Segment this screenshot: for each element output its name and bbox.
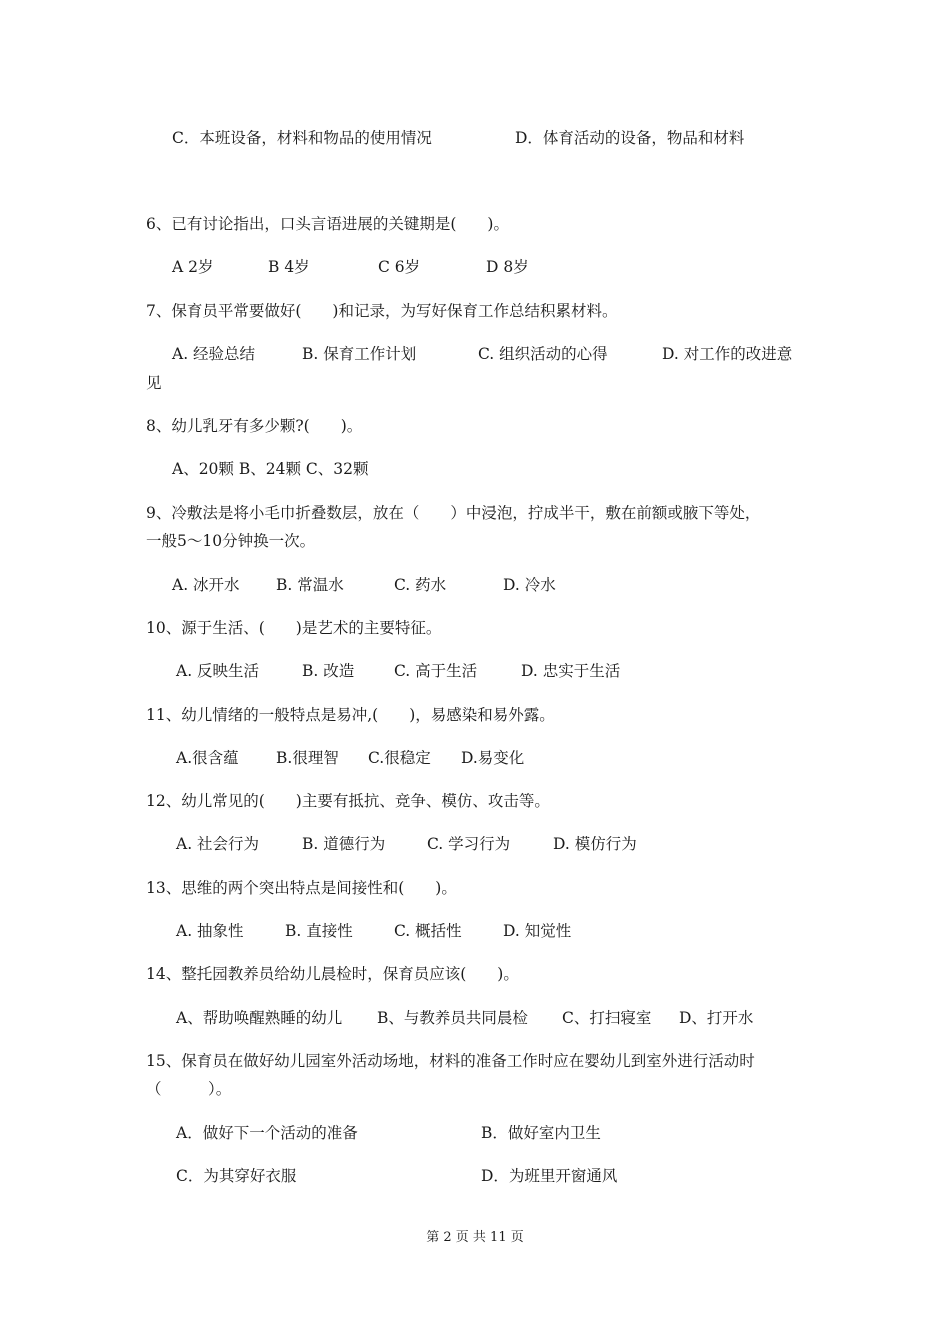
- q15-option-d: D．为班里开窗通风: [481, 1167, 618, 1185]
- q12-option-b: B. 道德行为: [302, 835, 386, 853]
- q11-option-c: C.很稳定: [368, 749, 431, 767]
- q15-option-a: A．做好下一个活动的准备: [176, 1124, 358, 1142]
- q7-option-c: C. 组织活动的心得: [478, 345, 608, 363]
- q12-option-c: C. 学习行为: [427, 835, 511, 853]
- q7-option-b: B. 保育工作计划: [302, 345, 417, 363]
- q8-stem: 8、幼儿乳牙有多少颗?( )。: [146, 417, 363, 435]
- q12-stem: 12、幼儿常见的( )主要有抵抗、竞争、模仿、攻击等。: [146, 792, 550, 810]
- q9-option-c: C. 药水: [394, 576, 447, 594]
- q9-option-d: D. 冷水: [503, 576, 556, 594]
- q11-option-b: B.很理智: [276, 749, 339, 767]
- q9-option-b: B. 常温水: [276, 576, 344, 594]
- q15-stem-line1: 15、保育员在做好幼儿园室外活动场地，材料的准备工作时应在婴幼儿到室外进行活动时: [146, 1052, 755, 1070]
- q10-stem: 10、源于生活、( )是艺术的主要特征。: [146, 619, 442, 637]
- q8-options: A、20颗 B、24颗 C、32颗: [172, 460, 369, 478]
- q6-stem: 6、已有讨论指出，口头言语进展的关键期是( )。: [146, 215, 509, 233]
- q10-option-d: D. 忠实于生活: [521, 662, 621, 680]
- q12-option-a: A. 社会行为: [176, 835, 260, 853]
- q12-option-d: D. 模仿行为: [553, 835, 637, 853]
- q6-option-d: D 8岁: [486, 258, 529, 276]
- q7-option-d-wrap: 见: [146, 374, 162, 392]
- q14-option-c: C、打扫寝室: [562, 1009, 652, 1027]
- q9-stem-line2: 一般5～10分钟换一次。: [146, 532, 316, 550]
- q13-option-c: C. 概括性: [394, 922, 462, 940]
- q11-option-d: D.易变化: [461, 749, 525, 767]
- q11-stem: 11、幼儿情绪的一般特点是易冲,( )，易感染和易外露。: [146, 706, 555, 724]
- q6-option-c: C 6岁: [378, 258, 421, 276]
- q13-option-a: A. 抽象性: [176, 922, 244, 940]
- q15-option-c: C．为其穿好衣服: [176, 1167, 297, 1185]
- q14-stem: 14、整托园教养员给幼儿晨检时，保育员应该( )。: [146, 965, 519, 983]
- q10-option-c: C. 高于生活: [394, 662, 478, 680]
- q14-option-d: D、打开水: [679, 1009, 754, 1027]
- q5-option-d: D．体育活动的设备，物品和材料: [515, 129, 745, 147]
- q14-option-a: A、帮助唤醒熟睡的幼儿: [176, 1009, 343, 1027]
- q13-option-d: D. 知觉性: [503, 922, 572, 940]
- q13-option-b: B. 直接性: [285, 922, 353, 940]
- q10-option-b: B. 改造: [302, 662, 355, 680]
- q11-option-a: A.很含蕴: [176, 749, 239, 767]
- q7-option-a: A. 经验总结: [172, 345, 256, 363]
- q10-option-a: A. 反映生活: [176, 662, 260, 680]
- q9-stem-line1: 9、冷敷法是将小毛巾折叠数层，放在（ ）中浸泡，拧成半干，敷在前额或腋下等处，: [146, 504, 761, 522]
- q6-option-b: B 4岁: [268, 258, 310, 276]
- q6-option-a: A 2岁: [172, 258, 214, 276]
- page-footer: 第 2 页 共 11 页: [426, 1230, 524, 1245]
- q15-option-b: B．做好室内卫生: [481, 1124, 601, 1142]
- q13-stem: 13、思维的两个突出特点是间接性和( )。: [146, 879, 457, 897]
- q7-stem: 7、保育员平常要做好( )和记录，为写好保育工作总结积累材料。: [146, 302, 618, 320]
- q7-option-d: D. 对工作的改进意: [662, 345, 793, 363]
- q9-option-a: A. 冰开水: [172, 576, 240, 594]
- q14-option-b: B、与教养员共同晨检: [377, 1009, 528, 1027]
- q5-option-c: C．本班设备，材料和物品的使用情况: [172, 129, 432, 147]
- q15-stem-line2: （ ）。: [146, 1080, 232, 1098]
